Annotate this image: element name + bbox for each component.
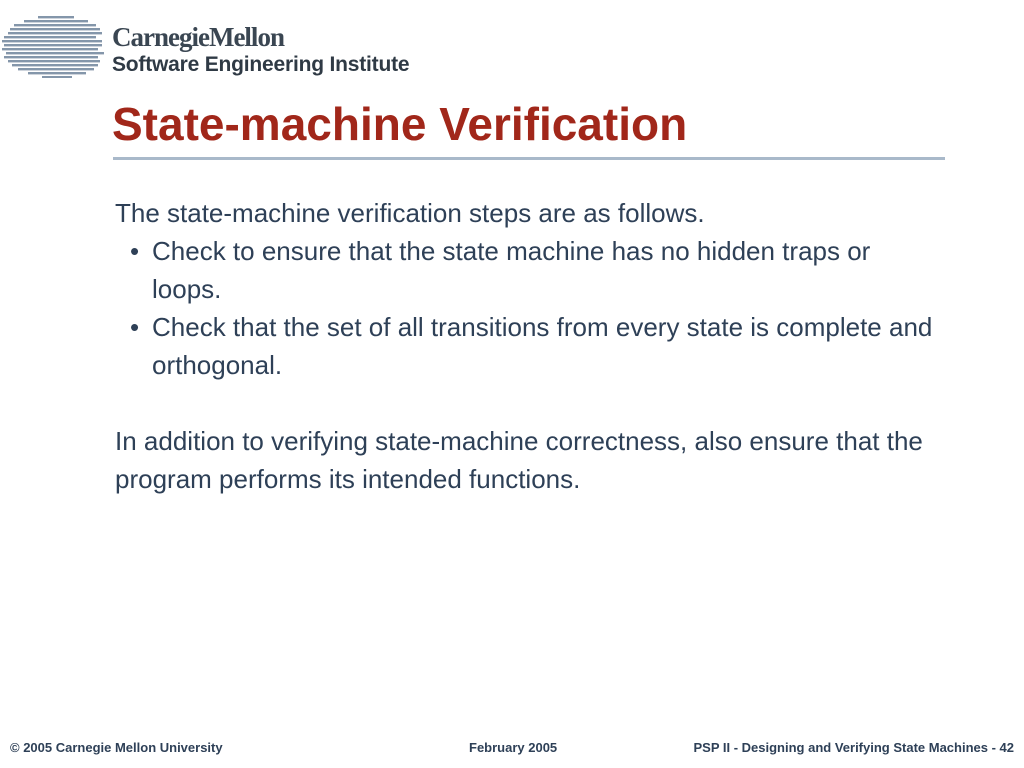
footer-course-page: PSP II - Designing and Verifying State Machines - 42 <box>693 740 1014 755</box>
striped-globe-icon <box>2 16 104 78</box>
bullet-item <box>115 232 935 308</box>
footer <box>0 740 1024 760</box>
closing-text: In addition to verifying state-machine correctness, also ensure that the program performs its intended functions. <box>115 426 923 494</box>
bullet-text: Check that the set of all transitions from every state is complete and orthogonal. <box>152 312 933 380</box>
slide-title: State-machine Verification <box>112 98 688 150</box>
title-divider <box>113 157 945 160</box>
bullet-list <box>115 232 935 384</box>
intro-text: The state-machine verification steps are as follows. <box>115 198 705 228</box>
logo-institute-name: Software Engineering Institute <box>112 53 410 76</box>
bullet-item <box>115 308 935 384</box>
paragraph-spacer <box>115 384 935 422</box>
bullet-mark: • <box>130 312 140 342</box>
slide-body <box>115 194 935 498</box>
logo <box>112 22 409 78</box>
bullet-text: Check to ensure that the state machine has no hidden traps or loops. <box>152 236 871 304</box>
footer-date: February 2005 <box>469 740 558 755</box>
bullet-mark: • <box>130 236 140 266</box>
logo-university-name: CarnegieMellon <box>112 22 284 52</box>
footer-copyright: © 2005 Carnegie Mellon University <box>10 740 223 755</box>
